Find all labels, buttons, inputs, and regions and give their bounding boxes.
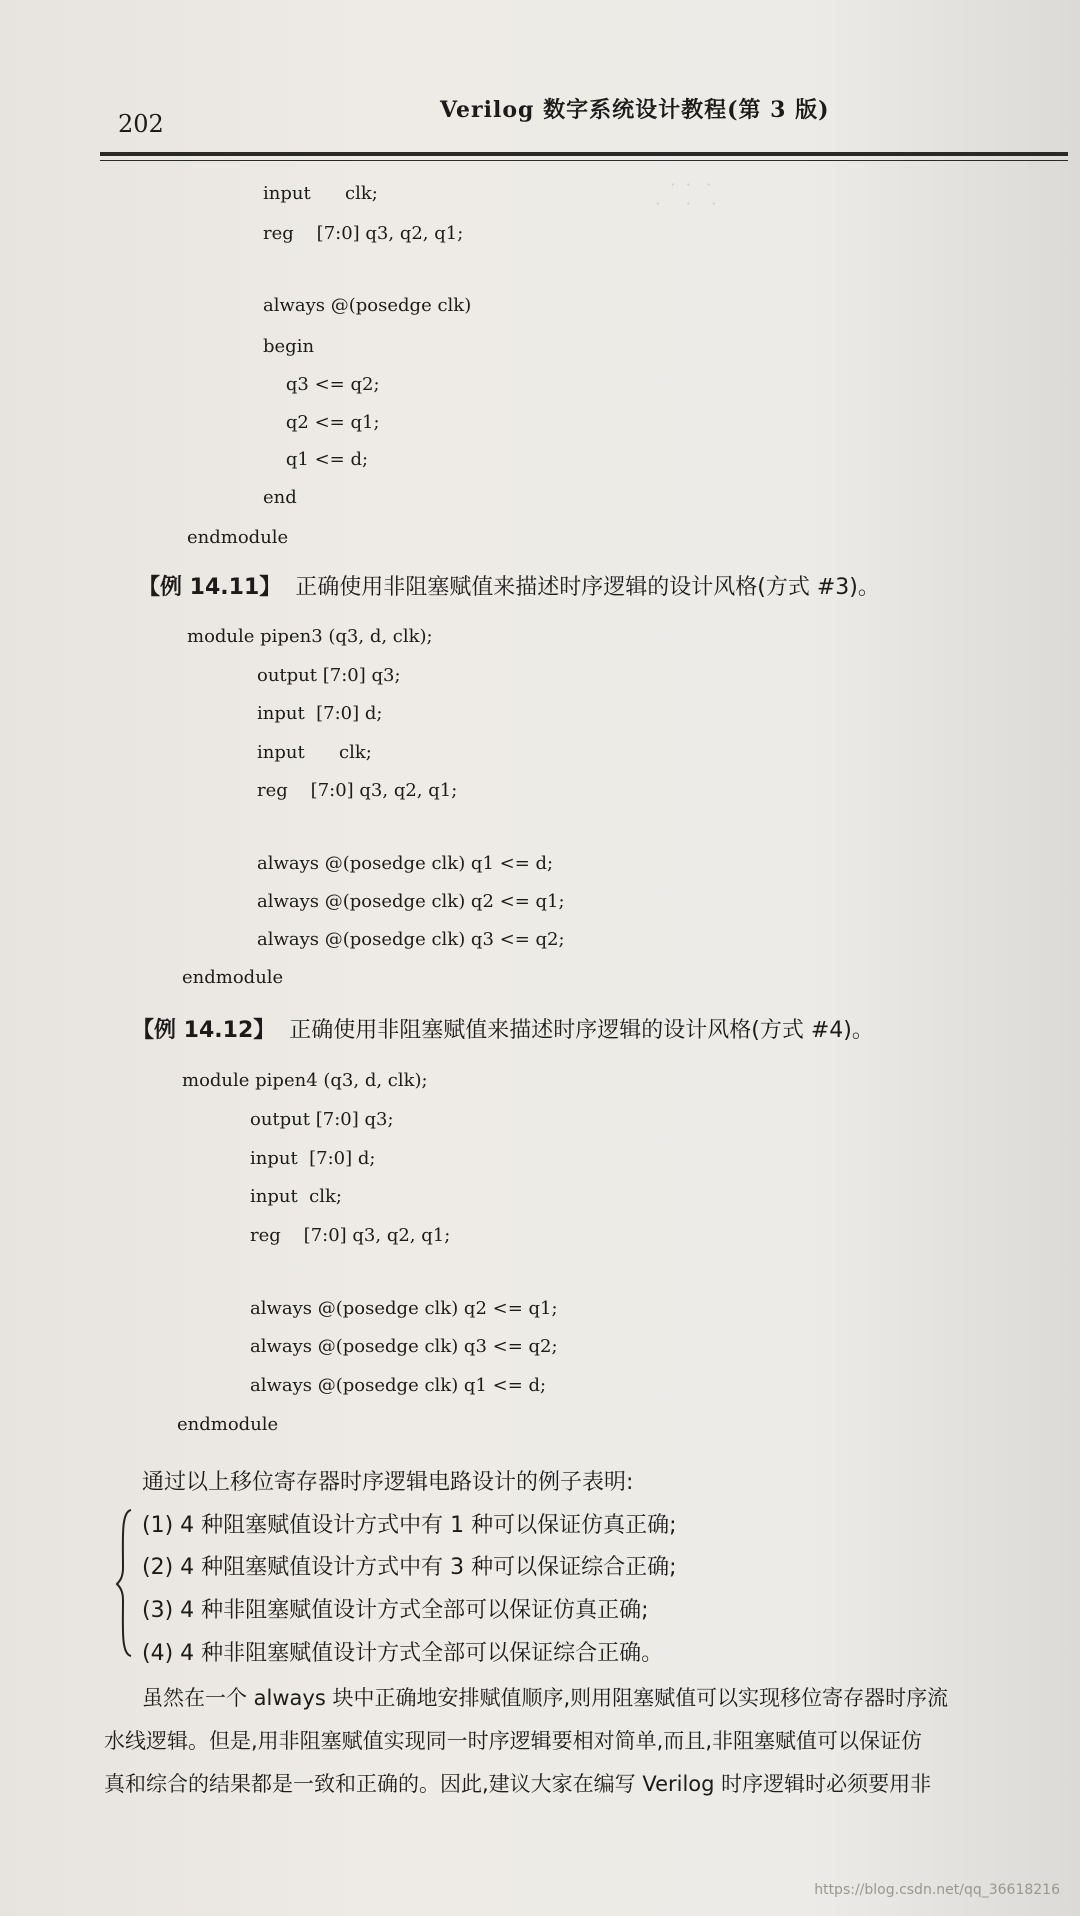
code-line: q1 <= d; [263,449,369,470]
code-line: always @(posedge clk) q3 <= q2; [257,929,565,950]
code-line: input clk; [263,183,378,204]
conclusion-point: (2) 4 种阻塞赋值设计方式中有 3 种可以保证综合正确; [142,1555,677,1580]
code-line: begin [263,336,315,357]
example-label: 【例 14.12】 [132,1018,276,1043]
code-line: always @(posedge clk) q2 <= q1; [257,891,565,912]
running-head: Verilog 数字系统设计教程(第 3 版) [440,97,830,123]
conclusion-intro: 通过以上移位寄存器时序逻辑电路设计的例子表明: [142,1470,634,1495]
code-line: q3 <= q2; [263,374,380,395]
source-watermark: https://blog.csdn.net/qq_36618216 [814,1882,1060,1898]
bleed-through: · · · · · · [655,175,717,213]
example-heading [138,570,880,601]
code-line: always @(posedge clk) q2 <= q1; [250,1298,558,1319]
code-line: endmodule [177,1414,279,1435]
code-line: q2 <= q1; [263,412,380,433]
code-line: input clk; [257,742,372,763]
conclusion-point: (1) 4 种阻塞赋值设计方式中有 1 种可以保证仿真正确; [142,1513,677,1538]
code-line: input [7:0] d; [257,703,383,724]
code-line: input clk; [250,1186,342,1207]
code-line: output [7:0] q3; [257,665,401,686]
code-line: always @(posedge clk) [263,295,472,316]
brace-mark [115,1508,133,1658]
code-line: reg [7:0] q3, q2, q1; [250,1225,451,1246]
code-line: always @(posedge clk) q1 <= d; [250,1375,547,1396]
code-line: module pipen3 (q3, d, clk); [187,626,433,647]
conclusion-point: (3) 4 种非阻塞赋值设计方式全部可以保证仿真正确; [142,1598,649,1623]
conclusion-point: (4) 4 种非阻塞赋值设计方式全部可以保证综合正确。 [142,1641,664,1666]
example-heading [132,1013,874,1044]
code-line: reg [7:0] q3, q2, q1; [263,223,464,244]
page-number: 202 [118,110,164,138]
example-label: 【例 14.11】 [138,575,282,600]
example-title: 正确使用非阻塞赋值来描述时序逻辑的设计风格(方式 #4)。 [289,1018,874,1043]
example-title: 正确使用非阻塞赋值来描述时序逻辑的设计风格(方式 #3)。 [295,575,880,600]
code-line: output [7:0] q3; [250,1109,394,1130]
code-line: input [7:0] d; [250,1148,376,1169]
code-line: module pipen4 (q3, d, clk); [182,1070,428,1091]
code-line: end [263,487,297,508]
paragraph-line: 真和综合的结果都是一致和正确的。因此,建议大家在编写 Verilog 时序逻辑时必须要用非 [104,1772,932,1796]
code-line: always @(posedge clk) q1 <= d; [257,853,554,874]
paragraph-line: 水线逻辑。但是,用非阻塞赋值实现同一时序逻辑要相对简单,而且,非阻塞赋值可以保证仿 [104,1729,923,1753]
header-rule [100,152,1068,156]
code-line: reg [7:0] q3, q2, q1; [257,780,458,801]
header-rule-thin [100,160,1068,161]
paragraph-line: 虽然在一个 always 块中正确地安排赋值顺序,则用阻塞赋值可以实现移位寄存器时序流 [142,1686,949,1710]
code-line: endmodule [182,967,284,988]
code-line: endmodule [187,527,289,548]
code-line: always @(posedge clk) q3 <= q2; [250,1336,558,1357]
